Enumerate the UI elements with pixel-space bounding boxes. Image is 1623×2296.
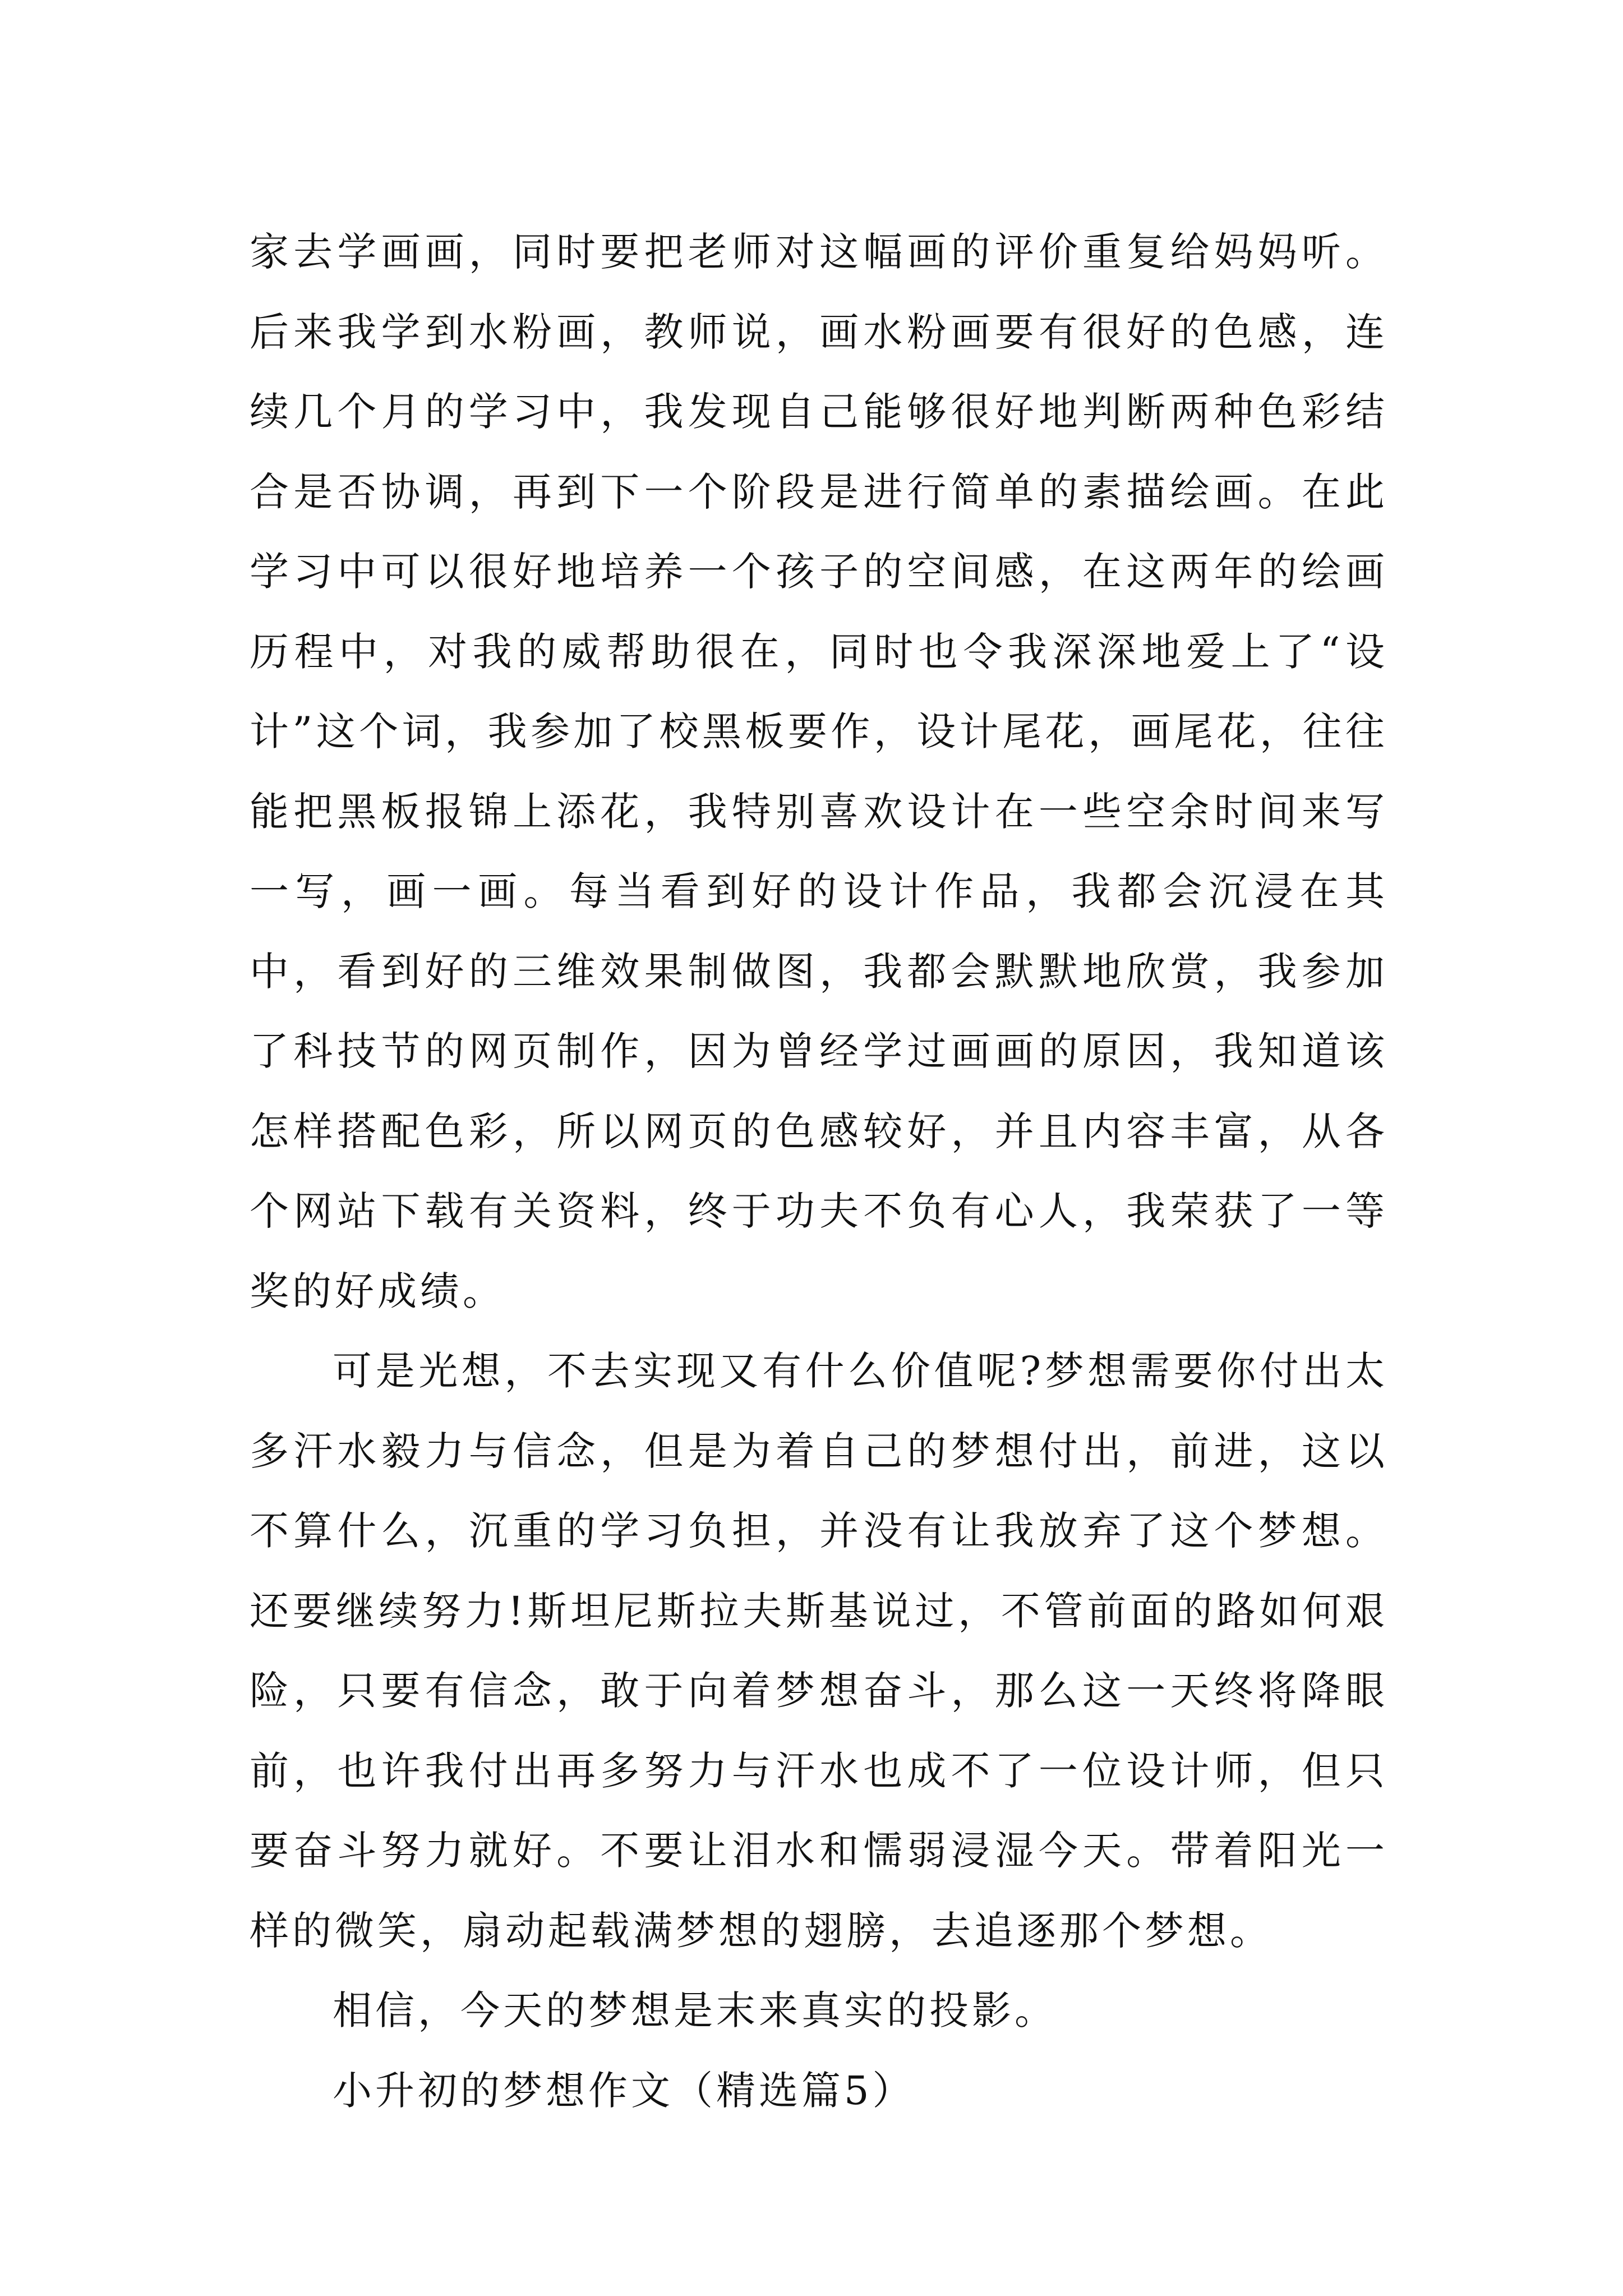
section-heading: 小升初的梦想作文（精选篇5） (333, 2067, 915, 2114)
paragraph-3: 相信，今天的梦想是末来真实的投影。 (333, 1987, 1057, 2033)
body-text (250, 212, 1388, 2131)
paragraph-1: 家去学画画，同时要把老师对这幅画的评价重复给妈妈听。后来我学到水粉画，教师说，画水粉画要有很好的色感，连续几个月的学习中，我发现自己能够很好地判断两种色彩结合是否协调，再到下一个阶段是进行简单的素描绘画。在此学习中可以很好地培养一个孩子的空间感，在这两年的绘画历程中，对我的威帮助很在，同时也令我深深地爱上了“设计”这个词，我参加了校黑板要作，设计尾花，画尾花，往往能把黑板报锦上添花，我特别喜欢设计在一些空余时间来写一写，画一画。每当看到好的设计作品，我都会沉浸在其中，看到好的三维效果制做图，我都会默默地欣赏，我参加了科技节的网页制作，因为曾经学过画画的原因，我知道该怎样搭配色彩，所以网页的色感较好，并且内容丰富，从各个网站下载有关资料，终于功夫不负有心人，我荣获了一等奖的好成绩。 (250, 229, 1388, 1314)
paragraph-2: 可是光想，不去实现又有什么价值呢?梦想需要你付出太多汗水毅力与信念，但是为着自己的梦想付出，前进，这以不算什么，沉重的学习负担，并没有让我放弃了这个梦想。还要继续努力!斯坦尼斯拉夫斯基说过，不管前面的路如何艰险，只要有信念，敢于向着梦想奋斗，那么这一天终将降眼前，也许我付出再多努力与汗水也成不了一位设计师，但只要奋斗努力就好。不要让泪水和懦弱浸湿今天。带着阳光一样的微笑，扇动起载满梦想的翅膀，去追逐那个梦想。 (250, 1348, 1388, 1954)
